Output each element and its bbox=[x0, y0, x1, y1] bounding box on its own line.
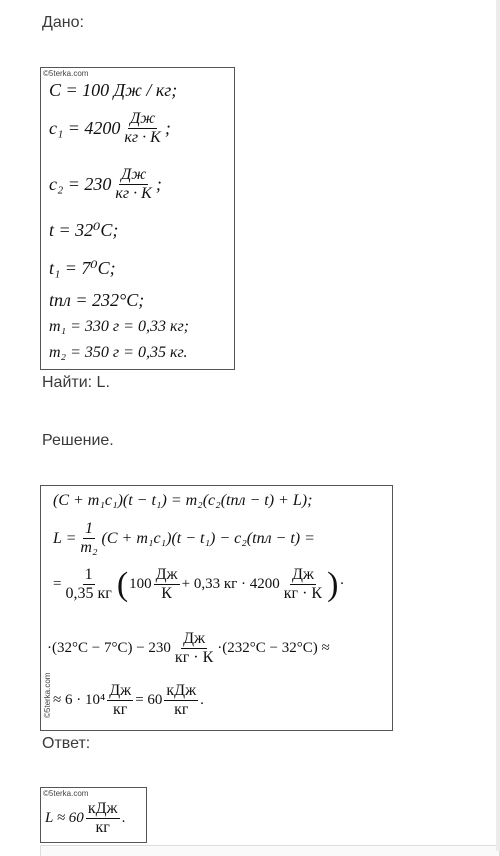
solution-line-5-fraction-1 bbox=[107, 682, 133, 719]
heading-dano: Дано: bbox=[42, 14, 84, 31]
scrollbar-track[interactable] bbox=[496, 0, 500, 851]
given-line-7: m₁ = 330 г = 0,33 кг; bbox=[49, 318, 190, 335]
solution-line-3-fraction-2 bbox=[282, 566, 324, 603]
given-line-1: C = 100 Дж / кг; bbox=[49, 80, 178, 100]
solution-line-5-b: = 60 bbox=[135, 692, 163, 708]
given-line-3-num: Дж bbox=[121, 166, 147, 183]
given-line-3-end: ; bbox=[155, 174, 162, 194]
solution-line-3-f1-den: К bbox=[161, 585, 172, 602]
given-line-5: t₁ = 7⁰C; bbox=[49, 258, 116, 278]
solution-line-5-f1-den: кг bbox=[113, 701, 128, 718]
solution-line-5-a: ≈ 6 · 10⁴ bbox=[53, 692, 106, 708]
given-line-8: m₂ = 350 г = 0,35 кг. bbox=[49, 344, 188, 361]
solution-line-3-b: + 0,33 кг · 4200 bbox=[181, 576, 280, 592]
solution-line-4-num: Дж bbox=[183, 630, 206, 647]
heading-reshenie: Решение. bbox=[42, 432, 114, 449]
solution-line-3-fraction bbox=[63, 566, 113, 603]
given-line-3 bbox=[49, 166, 162, 203]
solution-line-5-f1-num: Дж bbox=[109, 682, 132, 699]
solution-line-5-f2-den: кг bbox=[174, 701, 189, 718]
answer-den: кг bbox=[95, 819, 110, 836]
solution-line-5 bbox=[53, 682, 204, 719]
answer-watermark: ©5terka.com bbox=[43, 789, 89, 798]
solution-line-3-num: 1 bbox=[84, 566, 93, 583]
given-line-2-end: ; bbox=[164, 118, 171, 138]
given-line-2-fraction bbox=[122, 110, 162, 147]
solution-line-4-b: ·(232°C − 32°C) ≈ bbox=[217, 640, 330, 656]
solution-line-4-a: ·(32°C − 7°C) − 230 bbox=[47, 640, 171, 656]
given-image bbox=[40, 67, 235, 370]
given-line-2-left: c₁ = 4200 bbox=[49, 118, 121, 138]
solution-line-5-end: . bbox=[200, 692, 204, 708]
answer-image bbox=[40, 787, 147, 843]
solution-line-3-end: · bbox=[339, 576, 345, 592]
solution-line-5-f2-num: кДж bbox=[166, 682, 197, 699]
solution-line-4-den: кг · К bbox=[174, 649, 214, 666]
answer-line bbox=[45, 800, 125, 837]
given-line-2-num: Дж bbox=[130, 110, 156, 127]
solution-line-2-left: L = bbox=[53, 529, 77, 547]
given-line-2-den: кг · K bbox=[124, 129, 161, 146]
solution-line-3-f2-den: кг · К bbox=[283, 585, 323, 602]
given-line-3-left: c₂ = 230 bbox=[49, 174, 112, 194]
solution-line-4 bbox=[47, 630, 330, 667]
solution-line-2-right: (C + m₁c₁)(t − t₁) − c₂(tпл − t) = bbox=[101, 529, 315, 547]
solution-line-2-num: 1 bbox=[84, 520, 93, 537]
solution-line-2 bbox=[53, 520, 315, 557]
solution-line-1: (C + m₁c₁)(t − t₁) = m₂(c₂(tпл − t) + L); bbox=[53, 492, 313, 509]
answer-left: L ≈ 60 bbox=[45, 810, 84, 826]
solution-image bbox=[40, 485, 393, 731]
given-line-2 bbox=[49, 110, 171, 147]
answer-end: . bbox=[121, 810, 126, 826]
solution-line-3-left: = bbox=[53, 576, 62, 592]
solution-line-2-den: m₂ bbox=[80, 539, 98, 556]
given-line-6: tпл = 232°C; bbox=[49, 290, 145, 310]
answer-fraction bbox=[86, 800, 120, 837]
given-line-3-den: кг · K bbox=[115, 185, 152, 202]
watermark-vertical: ©5terka.com bbox=[43, 672, 52, 718]
solution-line-3-f1-num: Дж bbox=[155, 566, 178, 583]
heading-otvet: Ответ: bbox=[42, 735, 91, 752]
given-line-4: t = 32⁰C; bbox=[49, 220, 119, 240]
solution-line-2-fraction bbox=[78, 520, 99, 557]
solution-line-3-den: 0,35 кг bbox=[65, 585, 112, 602]
given-line-3-fraction bbox=[113, 166, 153, 203]
solution-line-5-fraction-2 bbox=[164, 682, 198, 719]
heading-nayti: Найти: L. bbox=[42, 374, 110, 391]
solution-line-3-fraction-1 bbox=[154, 566, 180, 603]
watermark: ©5terka.com bbox=[43, 69, 89, 78]
solution-line-4-fraction bbox=[173, 630, 215, 667]
solution-line-3-f2-num: Дж bbox=[291, 566, 314, 583]
solution-line-3: = $\frac{1}{0,35 кг}$ ( 100 $\frac{Дж}{К}$ + 0,33 кг · 4200 $\frac{Дж}{кг \cdot К}$ ) · bbox=[53, 565, 345, 603]
solution-line-3-a: 100 bbox=[129, 576, 152, 592]
answer-num: кДж bbox=[87, 800, 118, 817]
